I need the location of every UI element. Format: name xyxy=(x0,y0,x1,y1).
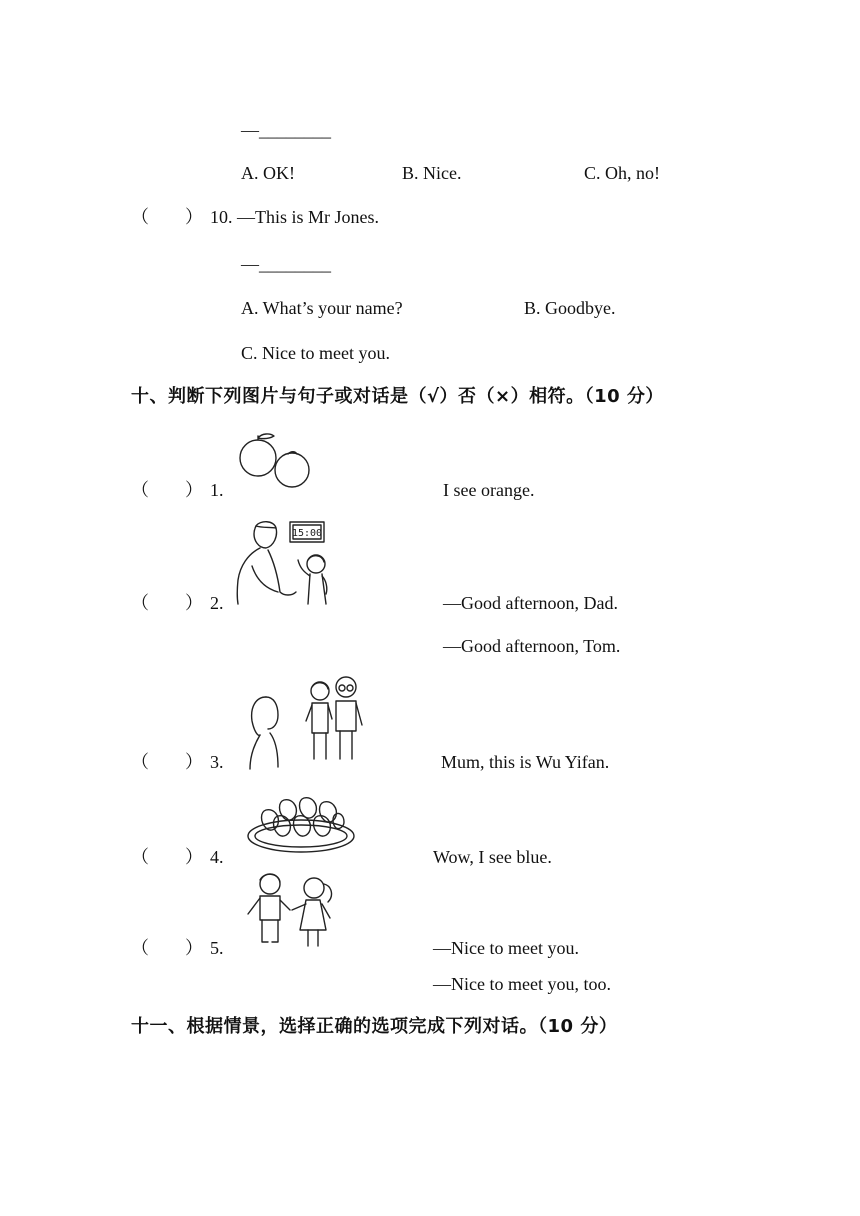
father-and-son-icon xyxy=(234,518,334,606)
item-3-number: 3. xyxy=(210,752,224,772)
q10-answer-paren: （ ） xyxy=(131,207,203,227)
q9-option-b: B. Nice. xyxy=(402,163,462,183)
q10-option-b: B. Goodbye. xyxy=(524,298,616,318)
section-11-title: 十一、根据情景，选择正确的选项完成下列对话。（10 分） xyxy=(131,1016,618,1037)
oranges-icon xyxy=(236,430,316,490)
plate-of-strawberries-icon xyxy=(246,784,356,856)
item-5-line-1: —Nice to meet you. xyxy=(433,938,579,958)
item-1-sentence: I see orange. xyxy=(443,480,535,500)
item-1-number: 1. xyxy=(210,480,224,500)
item-2-line-2: —Good afternoon, Tom. xyxy=(443,636,621,656)
item-5-number: 5. xyxy=(210,938,224,958)
item-3-answer-paren: （ ） xyxy=(131,752,203,772)
q10-option-c: C. Nice to meet you. xyxy=(241,343,390,363)
q10-option-a: A. What’s your name? xyxy=(241,298,403,318)
item-4-answer-paren: （ ） xyxy=(131,847,203,867)
q10-prompt: 10. —This is Mr Jones. xyxy=(210,207,380,227)
item-3-sentence: Mum, this is Wu Yifan. xyxy=(441,752,610,772)
q9-option-c: C. Oh, no! xyxy=(584,163,660,183)
q9-option-a: A. OK! xyxy=(241,163,295,183)
q9-answer-line: —________ xyxy=(241,120,331,140)
item-5-line-2: —Nice to meet you, too. xyxy=(433,974,611,994)
clock-display: 15:00 xyxy=(291,528,323,539)
item-1-answer-paren: （ ） xyxy=(131,480,203,500)
q10-answer-line: —________ xyxy=(241,254,331,274)
mother-and-two-boys-icon xyxy=(238,675,368,771)
item-2-answer-paren: （ ） xyxy=(131,593,203,613)
boy-and-girl-shaking-hands-icon xyxy=(244,872,338,952)
item-2-line-1: —Good afternoon, Dad. xyxy=(443,593,618,613)
item-5-answer-paren: （ ） xyxy=(131,938,203,958)
item-2-number: 2. xyxy=(210,593,224,613)
item-4-sentence: Wow, I see blue. xyxy=(433,847,552,867)
item-4-number: 4. xyxy=(210,847,224,867)
section-10-title: 十、判断下列图片与句子或对话是（√）否（×）相符。（10 分） xyxy=(131,386,664,407)
